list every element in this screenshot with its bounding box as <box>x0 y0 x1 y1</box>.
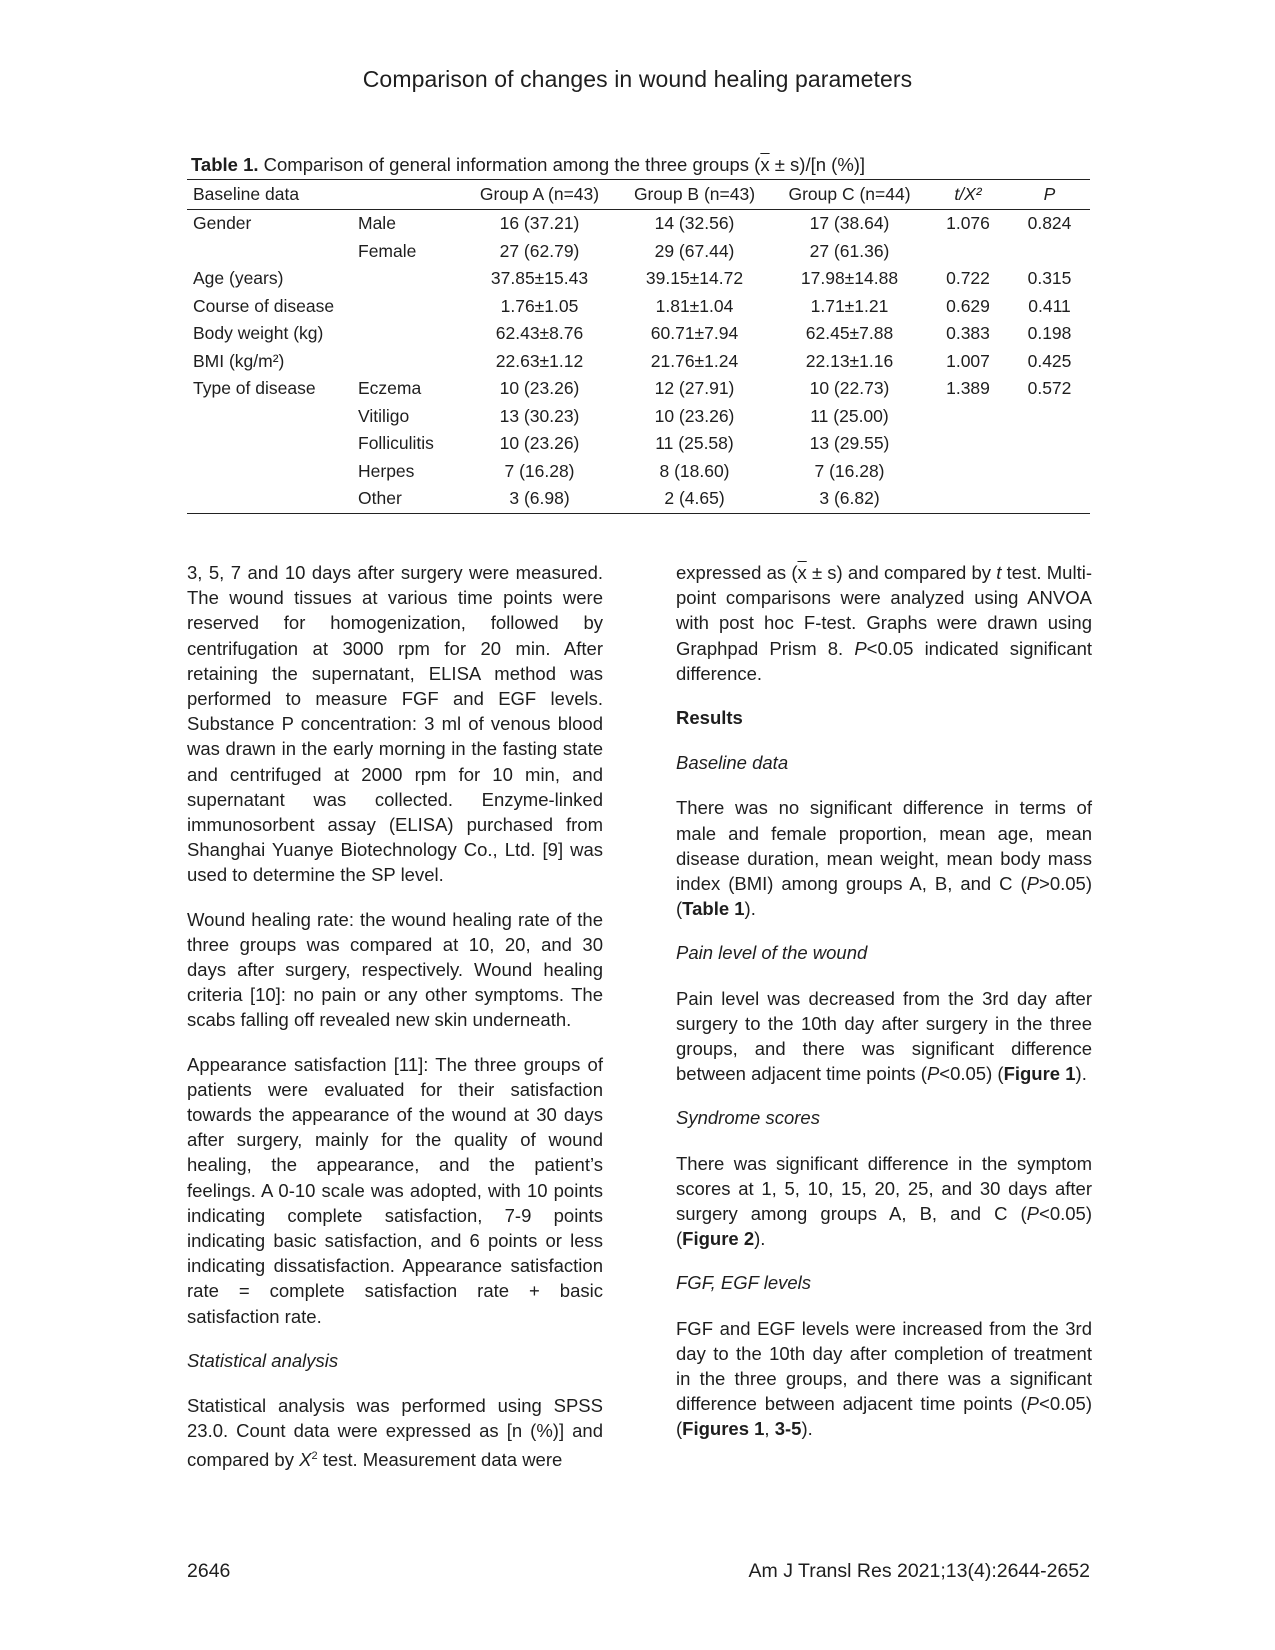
paragraph-baseline-data <box>676 795 1092 921</box>
heading-syndrome-scores: Syndrome scores <box>676 1107 820 1129</box>
table-1 <box>187 154 1090 514</box>
table-cell: Course of disease <box>193 295 335 316</box>
table-cell: 10 (23.26) <box>654 405 735 426</box>
table-cell <box>927 485 1009 513</box>
table-row <box>187 265 1090 293</box>
pain-text: Pain level was decreased from the 3rd day after surgery to the 10th day after surgery in the three groups, and there was significant difference between adjacent time points ( <box>676 987 1092 1085</box>
table-cell: 7 (16.28) <box>814 460 885 481</box>
table-row <box>187 430 1090 458</box>
heading-baseline-data: Baseline data <box>676 752 789 774</box>
link-figure-2[interactable]: Figure 2 <box>682 1228 755 1250</box>
table-cell <box>352 320 462 348</box>
syndrome-text-2: <0.05) ( <box>676 1203 1092 1250</box>
table-cell <box>352 265 462 293</box>
table-cell <box>1009 403 1090 431</box>
link-table-1[interactable]: Table 1 <box>682 898 745 920</box>
table-cell <box>187 238 352 266</box>
table-cell: 13 (29.55) <box>809 433 890 454</box>
table-cell: 39.15±14.72 <box>645 268 744 289</box>
page-number: 2646 <box>187 1560 231 1582</box>
table-cell: Male <box>358 213 396 234</box>
fgf-text-2: <0.05) ( <box>676 1393 1092 1440</box>
table-cell: Other <box>358 488 402 509</box>
table-cell <box>187 403 352 431</box>
table-cell: 0.824 <box>1027 213 1072 234</box>
table-cell: 37.85±15.43 <box>490 268 589 289</box>
link-figure-1[interactable]: Figure 1 <box>1003 1063 1076 1085</box>
fgf-sep: , <box>764 1418 775 1440</box>
table-cell: Female <box>358 240 417 261</box>
table-cell: 0.572 <box>1027 378 1072 399</box>
table-cell <box>1009 430 1090 458</box>
header-stat: t/X² <box>954 184 982 204</box>
header-sub <box>352 180 462 210</box>
table-cell <box>187 485 352 513</box>
fgf-text: FGF and EGF levels were increased from the 3rd day to the 10th day after completion of treatment in the three groups, and there was a significant difference between adjacent time points ( <box>676 1317 1092 1415</box>
table-cell: 10 (23.26) <box>499 433 580 454</box>
baseline-table <box>187 179 1090 514</box>
table-cell: Type of disease <box>193 378 316 399</box>
baseline-text-3: ). <box>744 898 756 920</box>
pain-text-2: <0.05) ( <box>939 1063 1004 1085</box>
table-row <box>187 485 1090 513</box>
table-cell: 17.98±14.88 <box>800 268 899 289</box>
table-row <box>187 320 1090 348</box>
table-cell: BMI (kg/m²) <box>193 350 285 371</box>
table-cell: Eczema <box>358 378 422 399</box>
table-cell <box>352 348 462 376</box>
stat-text-end: test. Measurement data were <box>317 1448 563 1470</box>
meas-text: expressed as ( <box>676 562 798 583</box>
header-group-c: Group C (n=44) <box>788 184 911 204</box>
table-cell: 13 (30.23) <box>499 405 580 426</box>
table-cell: 0.383 <box>946 323 990 344</box>
pain-text-3: ). <box>1075 1063 1087 1085</box>
table-cell: 22.63±1.12 <box>495 350 584 371</box>
baseline-text: There was no significant difference in terms of male and female proportion, mean age, mean disease duration, mean weight, mean body mass index (BMI) among groups A, B, and C ( <box>676 797 1092 895</box>
table-cell: 16 (37.21) <box>499 213 580 234</box>
table-cell: 29 (67.44) <box>654 240 735 261</box>
table-cell: Vitiligo <box>358 405 410 426</box>
table-row <box>187 458 1090 486</box>
table-cell: 7 (16.28) <box>504 460 575 481</box>
caption-xbar: $\overline{x}$ <box>760 154 770 175</box>
meas-p: P <box>854 637 867 659</box>
pain-p: P <box>926 1063 940 1085</box>
table-cell: 27 (62.79) <box>499 240 580 261</box>
stat-text: Statistical analysis was performed using SPSS 23.0. Count data were expressed as [n (%)] and compared by <box>187 1395 603 1470</box>
table-cell: Gender <box>193 213 252 234</box>
baseline-text-2: >0.05) ( <box>676 873 1092 920</box>
paragraph-appearance-satisfaction: Appearance satisfaction [11]: The three groups of patients were evaluated for their satisfaction towards the appearance of the wound at 30 days after surgery, mainly for the quality of wound healing, the appearance, and the patient’s feelings. A 0-10 scale was adopted, with 10 points indicating complete satisfaction, 7-9 points indicating basic satisfaction, and 6 points or less indicating dissatisfaction. Appearance satisfaction rate = complete satisfaction rate + basic satisfaction rate. <box>187 1053 603 1327</box>
link-figures-3-5[interactable]: 3-5 <box>774 1418 802 1440</box>
table-cell: Folliculitis <box>358 433 434 454</box>
table-cell: 1.71±1.21 <box>810 295 889 316</box>
header-group-a: Group A (n=43) <box>479 184 600 204</box>
table-cell: 11 (25.00) <box>810 405 889 426</box>
meas-t: t <box>996 562 1002 583</box>
header-p: P <box>1043 184 1056 204</box>
table-row <box>187 293 1090 321</box>
table-cell: 0.411 <box>1028 295 1071 316</box>
table-cell: 62.43±8.76 <box>495 323 584 344</box>
paragraph-statistical-analysis <box>187 1393 603 1472</box>
table-cell: 3 (6.98) <box>509 488 570 509</box>
heading-fgf-egf: FGF, EGF levels <box>676 1272 812 1294</box>
table-cell: 60.71±7.94 <box>650 323 739 344</box>
meas-xbar: $\overline{x}$ <box>797 562 807 583</box>
table-caption <box>191 154 1090 176</box>
stat-x-symbol: X <box>299 1448 312 1470</box>
table-cell: 62.45±7.88 <box>805 323 894 344</box>
table-cell: Herpes <box>358 460 415 481</box>
caption-text-end: ± s)/[n (%)] <box>769 154 866 175</box>
table-cell: 8 (18.60) <box>659 460 730 481</box>
header-baseline: Baseline data <box>193 184 300 204</box>
link-figures-1[interactable]: Figures 1 <box>682 1418 765 1440</box>
table-cell: 2 (4.65) <box>664 488 725 509</box>
table-cell <box>927 458 1009 486</box>
table-cell: 1.389 <box>946 378 990 399</box>
table-cell: 11 (25.58) <box>655 433 734 454</box>
table-cell: 3 (6.82) <box>819 488 880 509</box>
left-column <box>187 560 603 1491</box>
running-head: Comparison of changes in wound healing parameters <box>362 66 913 92</box>
table-cell: 1.076 <box>946 213 990 234</box>
paragraph-pain-level <box>676 986 1092 1087</box>
table-cell: 10 (22.73) <box>809 378 890 399</box>
table-cell <box>1009 458 1090 486</box>
table-cell: 0.198 <box>1027 323 1072 344</box>
table-cell <box>1009 238 1090 266</box>
paragraph-measurement-data <box>676 560 1092 686</box>
header-group-b: Group B (n=43) <box>633 184 756 204</box>
table-cell <box>1009 485 1090 513</box>
syndrome-text-3: ). <box>754 1228 766 1250</box>
table-cell: 14 (32.56) <box>654 213 735 234</box>
table-cell <box>927 430 1009 458</box>
paragraph-fgf-egf <box>676 1316 1092 1442</box>
table-cell <box>187 430 352 458</box>
paragraph-wound-healing-rate: Wound healing rate: the wound healing rate of the three groups was compared at 10, 20, and 30 days after surgery, respectively. Wound healing criteria [10]: no pain or any other symptoms. The scabs falling off revealed new skin underneath. <box>187 908 603 1031</box>
fgf-text-3: ). <box>801 1418 813 1440</box>
meas-text-4: <0.05 indicated significant difference. <box>676 637 1092 684</box>
syndrome-text: There was significant difference in the symptom scores at 1, 5, 10, 15, 20, 25, and 30 days after surgery among groups A, B, and C ( <box>676 1152 1092 1225</box>
fgf-p: P <box>1026 1393 1040 1415</box>
meas-text-2: ± s) and compared by <box>806 562 997 583</box>
heading-pain-level: Pain level of the wound <box>676 942 868 964</box>
table-cell <box>352 293 462 321</box>
table-cell: Age (years) <box>193 268 284 289</box>
right-column <box>676 560 1092 1461</box>
table-cell: 0.425 <box>1027 350 1072 371</box>
table-cell <box>187 458 352 486</box>
heading-statistical-analysis: Statistical analysis <box>187 1349 339 1371</box>
table-cell: 0.315 <box>1027 268 1072 289</box>
heading-results: Results <box>676 707 743 729</box>
paragraph-methods-elisa: 3, 5, 7 and 10 days after surgery were measured. The wound tissues at various time points were reserved for homogenization, followed by centrifugation at 3000 rpm for 20 min. After retaining the supernatant, ELISA method was performed to measure FGF and EGF levels. Substance P concentration: 3 ml of venous blood was drawn in the early morning in the fasting state and centrifuged at 2000 rpm for 10 min, and supernatant was collected. Enzyme-linked immunosorbent assay (ELISA) purchased from Shanghai Yuanye Biotechnology Co., Ltd. [9] was used to determine the SP level. <box>187 562 603 886</box>
table-cell <box>927 403 1009 431</box>
table-cell: 22.13±1.16 <box>805 350 894 371</box>
table-cell: 12 (27.91) <box>654 378 735 399</box>
table-row <box>187 210 1090 238</box>
table-header-row <box>187 180 1090 210</box>
table-row <box>187 375 1090 403</box>
table-row <box>187 238 1090 266</box>
stat-x-sup: 2 <box>311 1449 318 1462</box>
journal-citation: Am J Transl Res 2021;13(4):2644-2652 <box>748 1560 1090 1582</box>
table-cell: 21.76±1.24 <box>650 350 739 371</box>
caption-text: Comparison of general information among the three groups ( <box>263 154 761 175</box>
table-row <box>187 403 1090 431</box>
table-cell: 1.76±1.05 <box>500 295 579 316</box>
table-cell: 17 (38.64) <box>809 213 890 234</box>
baseline-p: P <box>1026 873 1040 895</box>
paragraph-syndrome-scores <box>676 1151 1092 1252</box>
table-cell: Body weight (kg) <box>193 323 324 344</box>
table-label: Table 1. <box>191 154 259 175</box>
table-cell: 0.722 <box>946 268 990 289</box>
table-cell: 27 (61.36) <box>809 240 890 261</box>
meas-text-3: test. Multi-point comparisons were analyzed using ANVOA with post hoc F-test. Graphs were drawn using Graphpad Prism 8. <box>676 562 1092 659</box>
syndrome-p: P <box>1026 1203 1040 1225</box>
table-cell: 1.007 <box>946 350 990 371</box>
table-cell <box>927 238 1009 266</box>
table-cell: 1.81±1.04 <box>655 295 734 316</box>
table-row <box>187 348 1090 376</box>
table-cell: 10 (23.26) <box>499 378 580 399</box>
table-cell: 0.629 <box>946 295 990 316</box>
